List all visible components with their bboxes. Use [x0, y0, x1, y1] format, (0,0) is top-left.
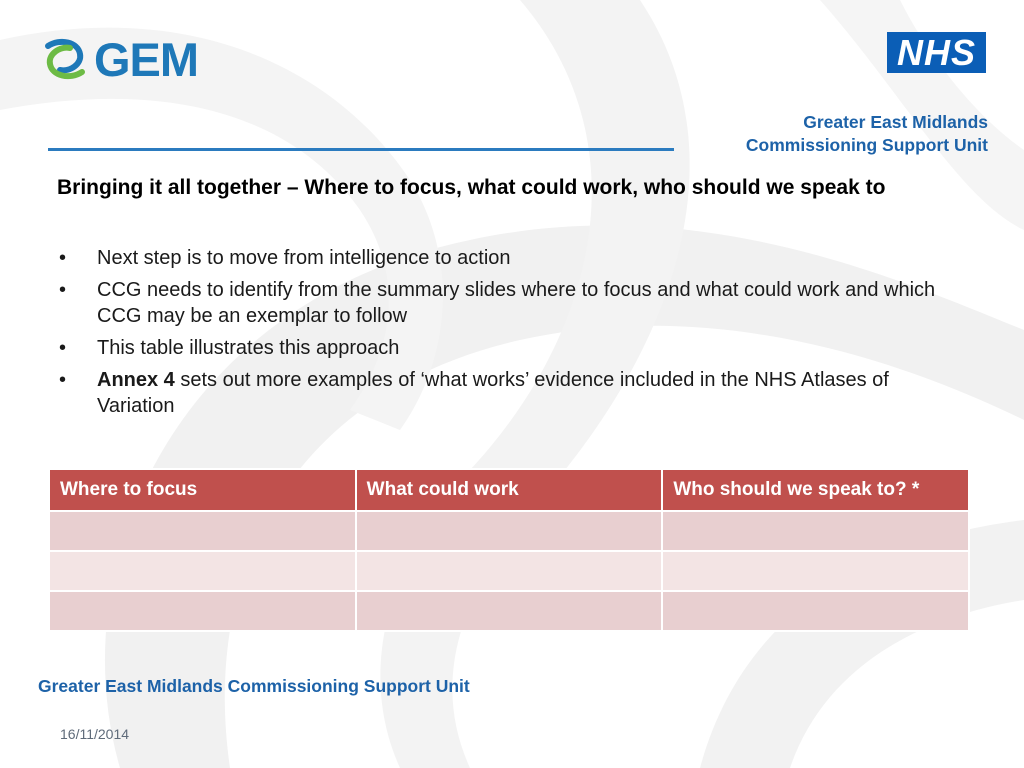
bullet-marker: •	[59, 369, 67, 391]
organisation-name	[746, 111, 988, 157]
org-name-line2: Commissioning Support Unit	[745, 135, 988, 155]
header-what-could-work: What could work	[356, 469, 663, 511]
table-cell	[49, 551, 356, 591]
bullet-bold-text: Annex 4	[97, 369, 175, 391]
bullet-text: This table illustrates this approach	[97, 337, 400, 359]
nhs-logo	[887, 32, 986, 73]
bullet-marker: •	[59, 279, 67, 301]
bullet-marker: •	[59, 247, 67, 269]
bullet-text: CCG needs to identify from the summary slides where to focus and what could work and which CCG may be an exemplar to follow	[97, 279, 936, 327]
table-cell	[662, 511, 969, 551]
slide-title: Bringing it all together – Where to focus, what could work, who should we speak to	[57, 176, 886, 199]
bullet-text: sets out more examples of ‘what works’ evidence included in the NHS Atlases of Variation	[97, 369, 889, 417]
bullet-item	[57, 335, 962, 361]
gem-logo	[40, 34, 198, 84]
table-cell	[356, 511, 663, 551]
org-name-line1: Greater East Midlands	[803, 112, 988, 132]
table-row	[49, 551, 969, 591]
bullet-list	[57, 245, 962, 425]
bullet-item	[57, 367, 962, 419]
table-cell	[356, 551, 663, 591]
footer-organisation: Greater East Midlands Commissioning Support Unit	[38, 676, 470, 696]
bullet-text: Next step is to move from intelligence to action	[97, 247, 511, 269]
table-row	[49, 591, 969, 631]
bullet-item	[57, 277, 962, 329]
focus-table	[48, 468, 970, 632]
footer-date: 16/11/2014	[60, 726, 130, 742]
table-cell	[356, 591, 663, 631]
nhs-wordmark: NHS	[896, 31, 976, 73]
bullet-item	[57, 245, 962, 271]
gem-swirl-icon	[40, 34, 90, 84]
table-cell	[662, 591, 969, 631]
header-where-to-focus: Where to focus	[49, 469, 356, 511]
bullet-marker: •	[59, 337, 67, 359]
table-cell	[662, 551, 969, 591]
table-header-row	[49, 469, 969, 511]
header-divider	[48, 148, 674, 151]
header-who-to-speak-to: Who should we speak to? *	[662, 469, 969, 511]
table-row	[49, 511, 969, 551]
table-cell	[49, 591, 356, 631]
table-cell	[49, 511, 356, 551]
gem-wordmark: GEM	[94, 32, 199, 86]
